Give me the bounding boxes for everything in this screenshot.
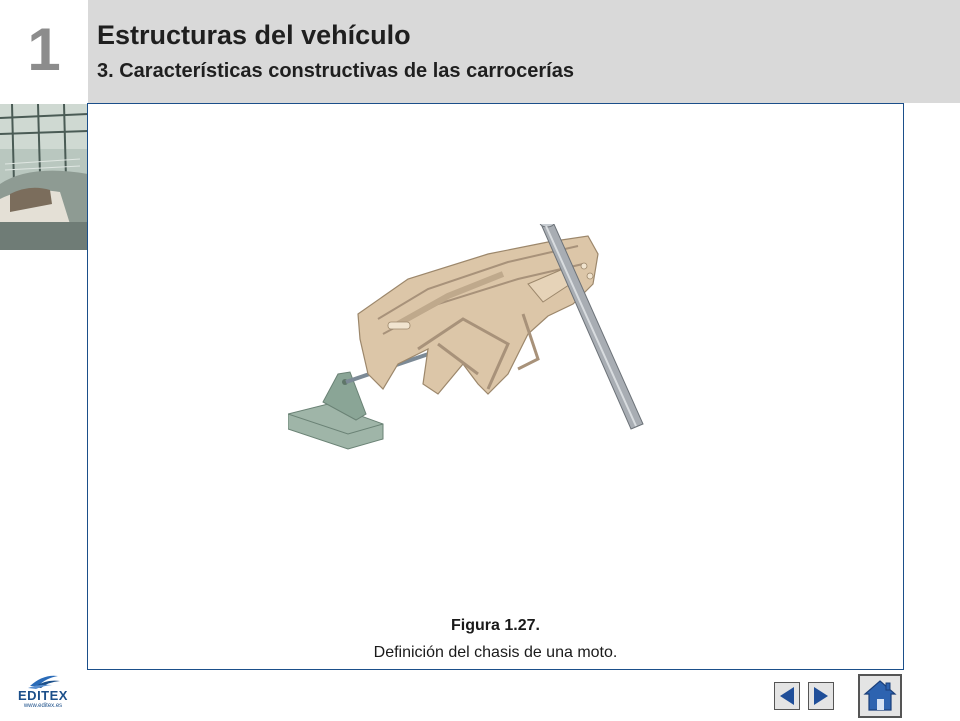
previous-slide-button[interactable]	[774, 682, 800, 710]
logo-text: EDITEX	[18, 688, 68, 703]
triangle-left-icon	[775, 683, 799, 709]
factory-photo	[0, 104, 88, 250]
header-bar	[0, 0, 960, 103]
editex-logo	[8, 670, 78, 712]
triangle-right-icon	[809, 683, 833, 709]
figure-frame	[87, 103, 904, 670]
figure-caption-title: Figura 1.27.	[451, 617, 540, 634]
editex-logo-mark	[8, 670, 78, 690]
home-icon	[860, 676, 900, 716]
figure-caption-text: Definición del chasis de una moto.	[373, 644, 618, 661]
home-button[interactable]	[858, 674, 902, 718]
chapter-number: 1	[27, 16, 61, 83]
page-title: Estructuras del vehículo	[97, 20, 411, 50]
chapter-box	[0, 0, 88, 103]
page-subtitle: 3. Características constructivas de las carrocerías	[97, 60, 574, 82]
logo-url: www.editex.es	[23, 703, 63, 709]
motorcycle-chassis-illustration	[288, 224, 678, 474]
next-slide-button[interactable]	[808, 682, 834, 710]
